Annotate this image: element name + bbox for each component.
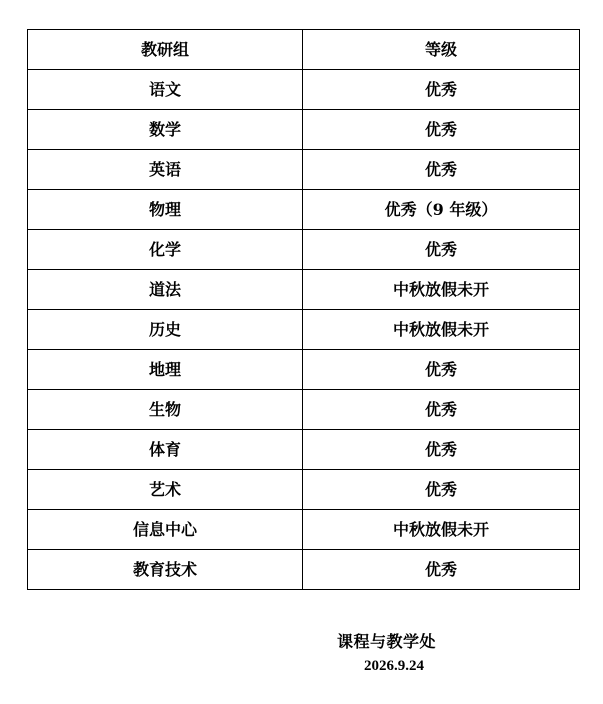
- table-row: [28, 110, 580, 150]
- cell-group: 教育技术: [28, 550, 303, 590]
- cell-group: 道法: [28, 270, 303, 310]
- cell-grade: 优秀（9 年级）: [303, 190, 580, 230]
- cell-grade: 优秀: [303, 470, 580, 510]
- table-row: [28, 430, 580, 470]
- cell-group: 语文: [28, 70, 303, 110]
- table-row: [28, 190, 580, 230]
- table-row: [28, 510, 580, 550]
- cell-group: 生物: [28, 390, 303, 430]
- table-row: [28, 150, 580, 190]
- table-row: [28, 310, 580, 350]
- cell-group: 数学: [28, 110, 303, 150]
- cell-grade: 优秀: [303, 350, 580, 390]
- table-row: [28, 350, 580, 390]
- cell-group: 信息中心: [28, 510, 303, 550]
- cell-group: 化学: [28, 230, 303, 270]
- header-group: 教研组: [28, 30, 303, 70]
- cell-group: 地理: [28, 350, 303, 390]
- cell-group: 英语: [28, 150, 303, 190]
- table-row: [28, 470, 580, 510]
- table-row: [28, 270, 580, 310]
- cell-grade: 优秀: [303, 150, 580, 190]
- cell-group: 艺术: [28, 470, 303, 510]
- cell-group: 物理: [28, 190, 303, 230]
- cell-grade: 中秋放假未开: [303, 310, 580, 350]
- cell-grade: 优秀: [303, 430, 580, 470]
- cell-group: 体育: [28, 430, 303, 470]
- cell-grade: 优秀: [303, 110, 580, 150]
- footer-date: 2026.9.24: [364, 658, 424, 674]
- cell-grade: 优秀: [303, 390, 580, 430]
- cell-group: 历史: [28, 310, 303, 350]
- table-header-row: [28, 30, 580, 70]
- cell-grade: 优秀: [303, 230, 580, 270]
- table-row: [28, 230, 580, 270]
- cell-grade: 中秋放假未开: [303, 270, 580, 310]
- table-row: [28, 550, 580, 590]
- table-row: [28, 70, 580, 110]
- cell-grade: 优秀: [303, 70, 580, 110]
- footer-department: 课程与教学处: [337, 632, 437, 651]
- cell-grade: 优秀: [303, 550, 580, 590]
- cell-grade: 中秋放假未开: [303, 510, 580, 550]
- header-grade: 等级: [303, 30, 580, 70]
- table-row: [28, 390, 580, 430]
- grade-table: [27, 29, 580, 590]
